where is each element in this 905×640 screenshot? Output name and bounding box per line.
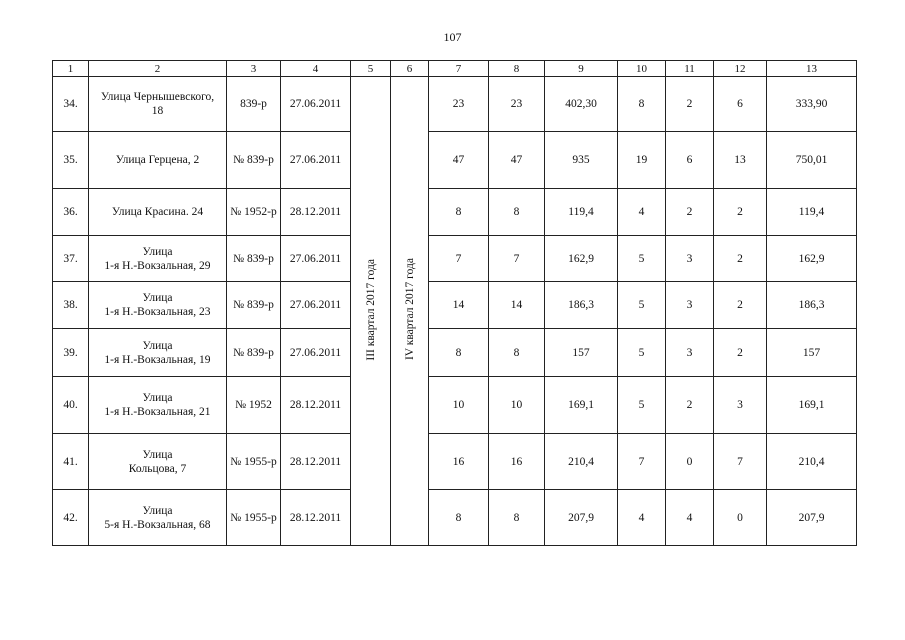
value-c8: 8 (489, 490, 545, 546)
column-header-5: 5 (351, 61, 391, 77)
table-row (53, 77, 857, 132)
value-c13: 207,9 (767, 490, 857, 546)
value-c13: 210,4 (767, 434, 857, 490)
row-number: 37. (53, 236, 89, 282)
address-cell (89, 329, 227, 377)
column-header-1: 1 (53, 61, 89, 77)
period-start-cell (351, 77, 391, 546)
value-c7: 23 (429, 77, 489, 132)
value-c11: 2 (666, 189, 714, 236)
value-c8: 8 (489, 329, 545, 377)
value-c12: 2 (714, 236, 767, 282)
value-c13: 162,9 (767, 236, 857, 282)
value-c10: 4 (618, 490, 666, 546)
value-c11: 2 (666, 377, 714, 434)
address-line-2: 1-я Н.-Вокзальная, 29 (104, 259, 211, 272)
value-c9: 935 (545, 132, 618, 189)
value-c12: 7 (714, 434, 767, 490)
document-date: 28.12.2011 (281, 490, 351, 546)
value-c11: 3 (666, 236, 714, 282)
address-cell (89, 236, 227, 282)
value-c9: 402,30 (545, 77, 618, 132)
value-c13: 186,3 (767, 282, 857, 329)
address-line-1: Улица Герцена, 2 (115, 154, 200, 166)
value-c7: 14 (429, 282, 489, 329)
document-number: № 839-р (227, 282, 281, 329)
value-c11: 2 (666, 77, 714, 132)
address-cell (89, 77, 227, 132)
document-number: № 839-р (227, 132, 281, 189)
value-c10: 8 (618, 77, 666, 132)
table-row (53, 434, 857, 490)
document-number: 839-р (227, 77, 281, 132)
address-cell (89, 490, 227, 546)
value-c10: 5 (618, 377, 666, 434)
table-row (53, 132, 857, 189)
address-line-1: Улица (142, 392, 173, 404)
column-header-10: 10 (618, 61, 666, 77)
value-c10: 5 (618, 282, 666, 329)
value-c12: 2 (714, 189, 767, 236)
value-c8: 14 (489, 282, 545, 329)
document-date: 27.06.2011 (281, 236, 351, 282)
address-line-1: Улица (142, 245, 173, 258)
value-c9: 210,4 (545, 434, 618, 490)
value-c12: 3 (714, 377, 767, 434)
value-c11: 3 (666, 329, 714, 377)
value-c10: 4 (618, 189, 666, 236)
address-line-2: 1-я Н.-Вокзальная, 21 (104, 406, 211, 418)
period-end-label: IV квартал 2017 года (403, 258, 416, 361)
value-c13: 750,01 (767, 132, 857, 189)
value-c10: 5 (618, 236, 666, 282)
row-number: 42. (53, 490, 89, 546)
address-line-2: 18 (151, 105, 164, 117)
address-cell (89, 434, 227, 490)
address-cell (89, 189, 227, 236)
value-c13: 157 (767, 329, 857, 377)
row-number: 35. (53, 132, 89, 189)
column-header-8: 8 (489, 61, 545, 77)
column-header-13: 13 (767, 61, 857, 77)
period-start-label: III квартал 2017 года (364, 258, 377, 361)
value-c12: 2 (714, 329, 767, 377)
value-c13: 333,90 (767, 77, 857, 132)
value-c12: 2 (714, 282, 767, 329)
address-line-2: 5-я Н.-Вокзальная, 68 (104, 518, 211, 531)
value-c12: 13 (714, 132, 767, 189)
value-c8: 47 (489, 132, 545, 189)
address-line-1: Улица (142, 448, 173, 461)
row-number: 36. (53, 189, 89, 236)
document-number: № 1955-р (227, 434, 281, 490)
column-header-7: 7 (429, 61, 489, 77)
value-c7: 16 (429, 434, 489, 490)
address-line-2: 1-я Н.-Вокзальная, 23 (104, 306, 211, 318)
value-c8: 7 (489, 236, 545, 282)
row-number: 41. (53, 434, 89, 490)
value-c8: 16 (489, 434, 545, 490)
value-c7: 7 (429, 236, 489, 282)
address-cell (89, 282, 227, 329)
value-c9: 157 (545, 329, 618, 377)
value-c8: 10 (489, 377, 545, 434)
row-number: 40. (53, 377, 89, 434)
address-line-2: Кольцова, 7 (128, 462, 187, 475)
value-c9: 186,3 (545, 282, 618, 329)
table-row (53, 329, 857, 377)
table-row (53, 490, 857, 546)
value-c7: 8 (429, 189, 489, 236)
column-header-4: 4 (281, 61, 351, 77)
document-number: № 1955-р (227, 490, 281, 546)
address-line-1: Улица (142, 292, 173, 304)
value-c11: 4 (666, 490, 714, 546)
value-c9: 119,4 (545, 189, 618, 236)
document-date: 27.06.2011 (281, 132, 351, 189)
row-number: 34. (53, 77, 89, 132)
address-cell (89, 377, 227, 434)
document-number: № 839-р (227, 329, 281, 377)
table-body (53, 77, 857, 546)
value-c7: 47 (429, 132, 489, 189)
value-c13: 169,1 (767, 377, 857, 434)
document-date: 28.12.2011 (281, 189, 351, 236)
value-c10: 19 (618, 132, 666, 189)
address-line-1: Улица Чернышевского, (100, 91, 215, 103)
value-c11: 6 (666, 132, 714, 189)
value-c11: 3 (666, 282, 714, 329)
document-number: № 1952-р (227, 189, 281, 236)
value-c7: 10 (429, 377, 489, 434)
period-end-cell (391, 77, 429, 546)
value-c8: 23 (489, 77, 545, 132)
table-row (53, 377, 857, 434)
document-date: 28.12.2011 (281, 434, 351, 490)
register-table (52, 60, 857, 546)
value-c9: 207,9 (545, 490, 618, 546)
address-line-1: Улица Красина. 24 (111, 206, 204, 218)
document-date: 27.06.2011 (281, 329, 351, 377)
header-row (53, 61, 857, 77)
document-number: № 1952 (227, 377, 281, 434)
value-c12: 0 (714, 490, 767, 546)
value-c9: 169,1 (545, 377, 618, 434)
table-row (53, 236, 857, 282)
document-date: 27.06.2011 (281, 282, 351, 329)
column-header-11: 11 (666, 61, 714, 77)
table-row (53, 189, 857, 236)
page-number: 107 (443, 30, 462, 44)
document-date: 28.12.2011 (281, 377, 351, 434)
value-c10: 7 (618, 434, 666, 490)
document-date: 27.06.2011 (281, 77, 351, 132)
value-c7: 8 (429, 490, 489, 546)
column-header-9: 9 (545, 61, 618, 77)
value-c13: 119,4 (767, 189, 857, 236)
value-c12: 6 (714, 77, 767, 132)
value-c7: 8 (429, 329, 489, 377)
column-header-3: 3 (227, 61, 281, 77)
value-c9: 162,9 (545, 236, 618, 282)
column-header-2: 2 (89, 61, 227, 77)
column-header-6: 6 (391, 61, 429, 77)
address-line-1: Улица (142, 504, 173, 517)
value-c8: 8 (489, 189, 545, 236)
column-header-12: 12 (714, 61, 767, 77)
address-line-2: 1-я Н.-Вокзальная, 19 (104, 353, 211, 366)
row-number: 38. (53, 282, 89, 329)
row-number: 39. (53, 329, 89, 377)
table-row (53, 282, 857, 329)
address-line-1: Улица (142, 339, 173, 352)
address-cell (89, 132, 227, 189)
value-c10: 5 (618, 329, 666, 377)
document-number: № 839-р (227, 236, 281, 282)
value-c11: 0 (666, 434, 714, 490)
